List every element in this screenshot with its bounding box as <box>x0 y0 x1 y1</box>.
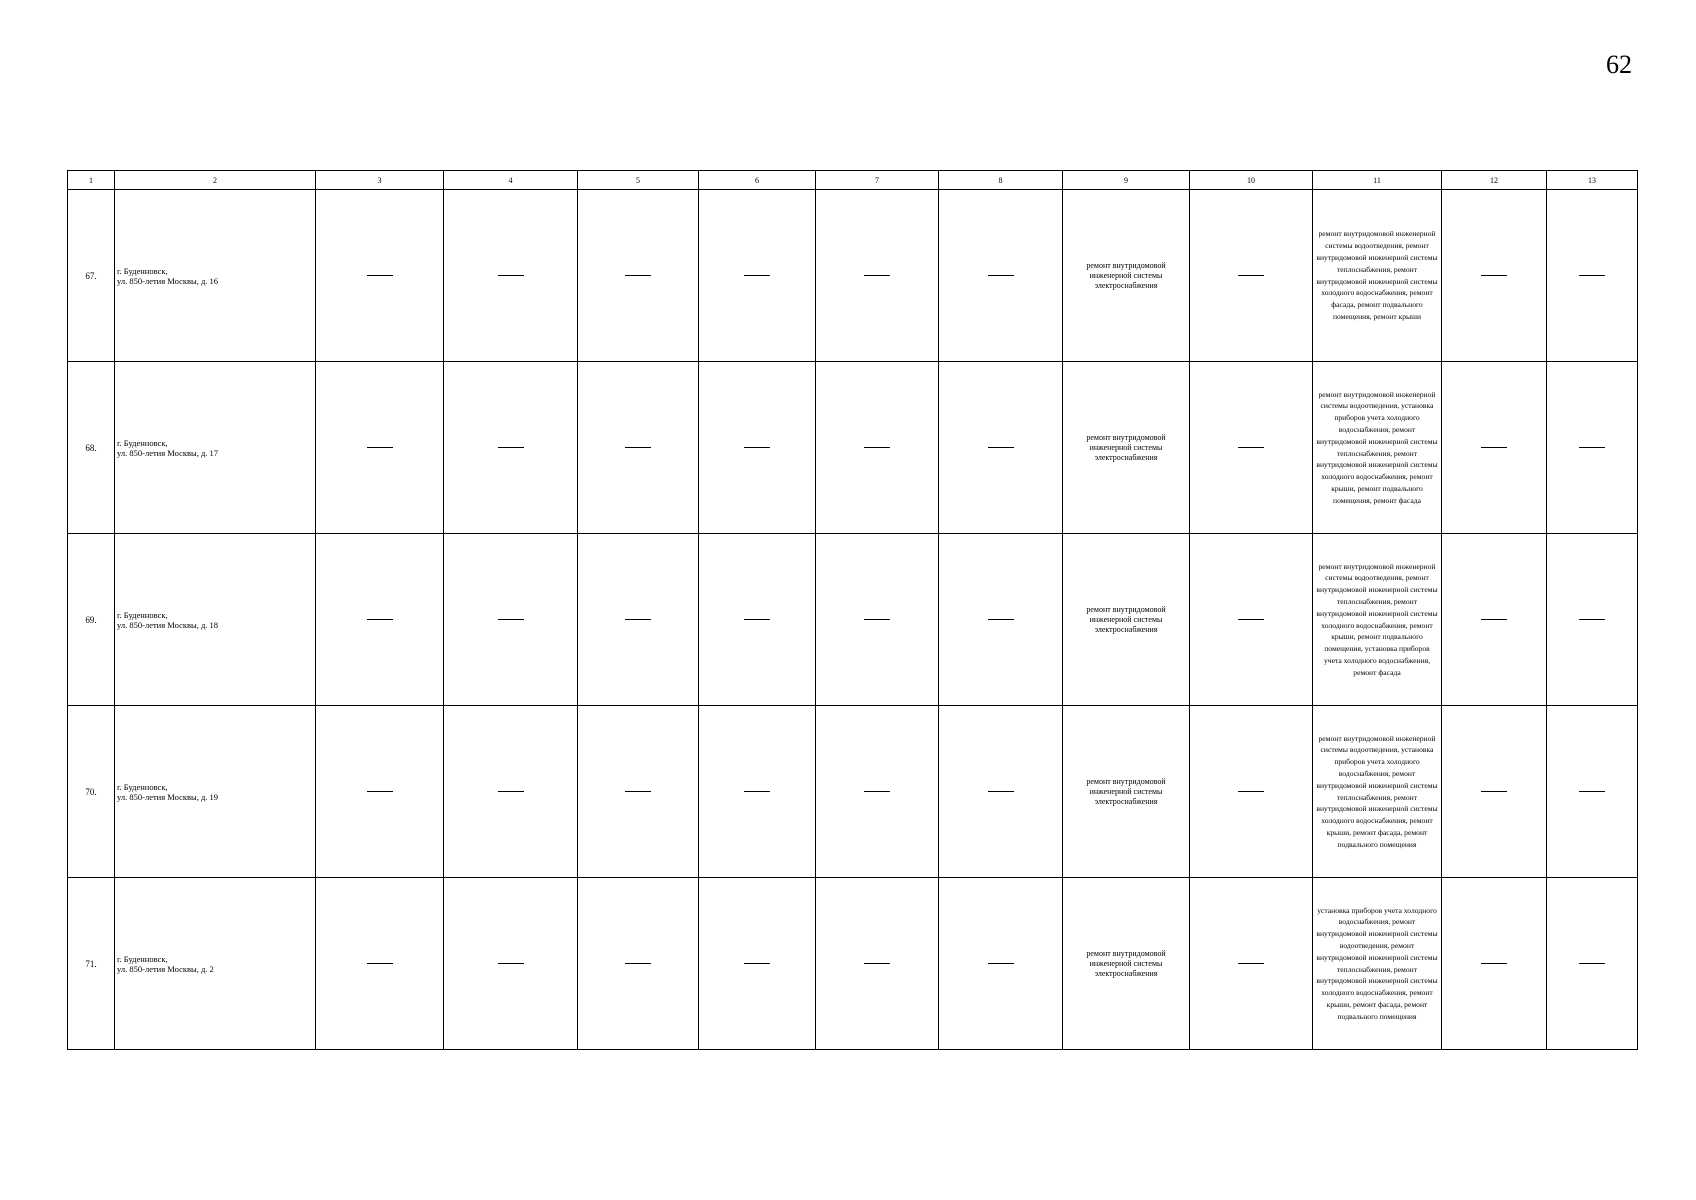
header-col-3: 3 <box>316 171 444 190</box>
dash-mark <box>988 963 1014 964</box>
address-city: г. Буденновск, <box>117 609 168 620</box>
empty-cell-col-13 <box>1547 534 1638 706</box>
row-number: 69. <box>68 534 115 706</box>
header-col-8: 8 <box>939 171 1063 190</box>
empty-cell-col-8 <box>939 878 1063 1050</box>
empty-cell-col-3 <box>316 534 444 706</box>
empty-cell-col-4 <box>444 362 578 534</box>
address-cell <box>115 362 316 534</box>
dash-mark <box>744 619 770 620</box>
address-street: ул. 850-летия Москвы, д. 19 <box>117 791 219 802</box>
address-street: ул. 850-летия Москвы, д. 17 <box>117 447 219 458</box>
row-number: 68. <box>68 362 115 534</box>
empty-cell-col-4 <box>444 190 578 362</box>
work-list-cell: ремонт внутридомовой инженерной системы водоотведения, установка приборов учета холодного водоснабжения, ремонт внутридомовой инженерной системы теплоснабжения, ремонт внутридомовой инженерной системы холодного водоснабжения, ремонт крыши, ремонт фасада, ремонт подвального помещения <box>1313 706 1442 878</box>
empty-cell-col-3 <box>316 362 444 534</box>
dash-mark <box>1579 963 1605 964</box>
empty-cell-col-3 <box>316 190 444 362</box>
empty-cell-col-10 <box>1190 706 1313 878</box>
empty-cell-col-13 <box>1547 190 1638 362</box>
header-col-10: 10 <box>1190 171 1313 190</box>
work-list-cell: ремонт внутридомовой инженерной системы водоотведения, ремонт внутридомовой инженерной системы теплоснабжения, ремонт внутридомовой инженерной системы холодного водоснабжения, ремонт крыши, ремонт подвального помещения, установка приборов учета холодного водоснабжения, ремонт фасада <box>1313 534 1442 706</box>
dash-mark <box>864 619 890 620</box>
work-list-cell: ремонт внутридомовой инженерной системы водоотведения, установка приборов учета холодного водоснабжения, ремонт внутридомовой инженерной системы теплоснабжения, ремонт внутридомовой инженерной системы холодного водоснабжения, ремонт крыши, ремонт подвального помещения, ремонт фасада <box>1313 362 1442 534</box>
header-col-6: 6 <box>699 171 816 190</box>
empty-cell-col-7 <box>816 362 939 534</box>
work-type-cell: ремонт внутридомовой инженерной системы электроснабжения <box>1063 878 1190 1050</box>
table-row <box>68 190 1638 362</box>
empty-cell-col-10 <box>1190 362 1313 534</box>
empty-cell-col-8 <box>939 190 1063 362</box>
empty-cell-col-12 <box>1442 362 1547 534</box>
dash-mark <box>498 963 524 964</box>
empty-cell-col-10 <box>1190 190 1313 362</box>
empty-cell-col-4 <box>444 534 578 706</box>
header-col-2: 2 <box>115 171 316 190</box>
work-type-cell: ремонт внутридомовой инженерной системы электроснабжения <box>1063 190 1190 362</box>
dash-mark <box>1481 447 1507 448</box>
empty-cell-col-12 <box>1442 190 1547 362</box>
address-city: г. Буденновск, <box>117 437 168 448</box>
dash-mark <box>367 275 393 276</box>
address-cell <box>115 534 316 706</box>
empty-cell-col-5 <box>578 878 699 1050</box>
empty-cell-col-3 <box>316 878 444 1050</box>
empty-cell-col-10 <box>1190 878 1313 1050</box>
address-cell <box>115 878 316 1050</box>
empty-cell-col-13 <box>1547 878 1638 1050</box>
dash-mark <box>988 275 1014 276</box>
dash-mark <box>1481 619 1507 620</box>
dash-mark <box>744 963 770 964</box>
empty-cell-col-7 <box>816 190 939 362</box>
empty-cell-col-7 <box>816 706 939 878</box>
header-col-4: 4 <box>444 171 578 190</box>
repair-schedule-table <box>67 170 1638 1050</box>
dash-mark <box>1481 791 1507 792</box>
dash-mark <box>1481 275 1507 276</box>
page-number: 62 <box>1606 50 1632 79</box>
work-list-cell: установка приборов учета холодного водоснабжения, ремонт внутридомовой инженерной системы водоотведения, ремонт внутридомовой инженерной системы теплоснабжения, ремонт внутридомовой инженерной системы холодного водоснабжения, ремонт крыши, ремонт фасада, ремонт подвального помещения <box>1313 878 1442 1050</box>
table-row <box>68 534 1638 706</box>
header-col-9: 9 <box>1063 171 1190 190</box>
dash-mark <box>625 963 651 964</box>
empty-cell-col-4 <box>444 878 578 1050</box>
table-row <box>68 878 1638 1050</box>
dash-mark <box>625 791 651 792</box>
dash-mark <box>864 791 890 792</box>
dash-mark <box>367 619 393 620</box>
empty-cell-col-5 <box>578 534 699 706</box>
address-street: ул. 850-летия Москвы, д. 18 <box>117 619 219 630</box>
empty-cell-col-7 <box>816 878 939 1050</box>
empty-cell-col-6 <box>699 706 816 878</box>
empty-cell-col-5 <box>578 706 699 878</box>
empty-cell-col-3 <box>316 706 444 878</box>
row-number: 71. <box>68 878 115 1050</box>
dash-mark <box>988 791 1014 792</box>
empty-cell-col-6 <box>699 878 816 1050</box>
table-row <box>68 362 1638 534</box>
address-city: г. Буденновск, <box>117 953 168 964</box>
empty-cell-col-12 <box>1442 534 1547 706</box>
dash-mark <box>367 963 393 964</box>
work-type-cell: ремонт внутридомовой инженерной системы электроснабжения <box>1063 534 1190 706</box>
dash-mark <box>864 963 890 964</box>
empty-cell-col-13 <box>1547 362 1638 534</box>
address-city: г. Буденновск, <box>117 265 168 276</box>
dash-mark <box>988 447 1014 448</box>
dash-mark <box>367 791 393 792</box>
empty-cell-col-8 <box>939 362 1063 534</box>
empty-cell-col-5 <box>578 190 699 362</box>
dash-mark <box>1481 963 1507 964</box>
dash-mark <box>1238 791 1264 792</box>
header-row <box>68 171 1638 190</box>
dash-mark <box>744 791 770 792</box>
table-row <box>68 706 1638 878</box>
work-type-cell: ремонт внутридомовой инженерной системы электроснабжения <box>1063 362 1190 534</box>
dash-mark <box>625 619 651 620</box>
table-body <box>68 190 1638 1050</box>
header-col-13: 13 <box>1547 171 1638 190</box>
dash-mark <box>864 447 890 448</box>
address-street: ул. 850-летия Москвы, д. 16 <box>117 275 219 286</box>
dash-mark <box>1579 619 1605 620</box>
row-number: 67. <box>68 190 115 362</box>
dash-mark <box>744 447 770 448</box>
dash-mark <box>498 791 524 792</box>
empty-cell-col-6 <box>699 190 816 362</box>
empty-cell-col-10 <box>1190 534 1313 706</box>
dash-mark <box>744 275 770 276</box>
empty-cell-col-8 <box>939 534 1063 706</box>
dash-mark <box>1238 963 1264 964</box>
empty-cell-col-5 <box>578 362 699 534</box>
header-col-11: 11 <box>1313 171 1442 190</box>
dash-mark <box>1238 275 1264 276</box>
dash-mark <box>1579 791 1605 792</box>
dash-mark <box>1579 447 1605 448</box>
dash-mark <box>864 275 890 276</box>
address-cell <box>115 706 316 878</box>
empty-cell-col-12 <box>1442 878 1547 1050</box>
dash-mark <box>498 619 524 620</box>
dash-mark <box>498 275 524 276</box>
empty-cell-col-4 <box>444 706 578 878</box>
empty-cell-col-12 <box>1442 706 1547 878</box>
address-cell <box>115 190 316 362</box>
dash-mark <box>367 447 393 448</box>
empty-cell-col-8 <box>939 706 1063 878</box>
header-col-5: 5 <box>578 171 699 190</box>
header-col-1: 1 <box>68 171 115 190</box>
empty-cell-col-7 <box>816 534 939 706</box>
dash-mark <box>1238 619 1264 620</box>
row-number: 70. <box>68 706 115 878</box>
header-col-12: 12 <box>1442 171 1547 190</box>
dash-mark <box>498 447 524 448</box>
dash-mark <box>1579 275 1605 276</box>
work-type-cell: ремонт внутридомовой инженерной системы электроснабжения <box>1063 706 1190 878</box>
dash-mark <box>625 447 651 448</box>
empty-cell-col-6 <box>699 362 816 534</box>
dash-mark <box>988 619 1014 620</box>
dash-mark <box>625 275 651 276</box>
dash-mark <box>1238 447 1264 448</box>
empty-cell-col-6 <box>699 534 816 706</box>
address-city: г. Буденновск, <box>117 781 168 792</box>
header-col-7: 7 <box>816 171 939 190</box>
work-list-cell: ремонт внутридомовой инженерной системы водоотведения, ремонт внутридомовой инженерной системы теплоснабжения, ремонт внутридомовой инженерной системы холодного водоснабжения, ремонт фасада, ремонт подвального помещения, ремонт крыши <box>1313 190 1442 362</box>
address-street: ул. 850-летия Москвы, д. 2 <box>117 963 214 974</box>
empty-cell-col-13 <box>1547 706 1638 878</box>
table-header <box>68 171 1638 190</box>
